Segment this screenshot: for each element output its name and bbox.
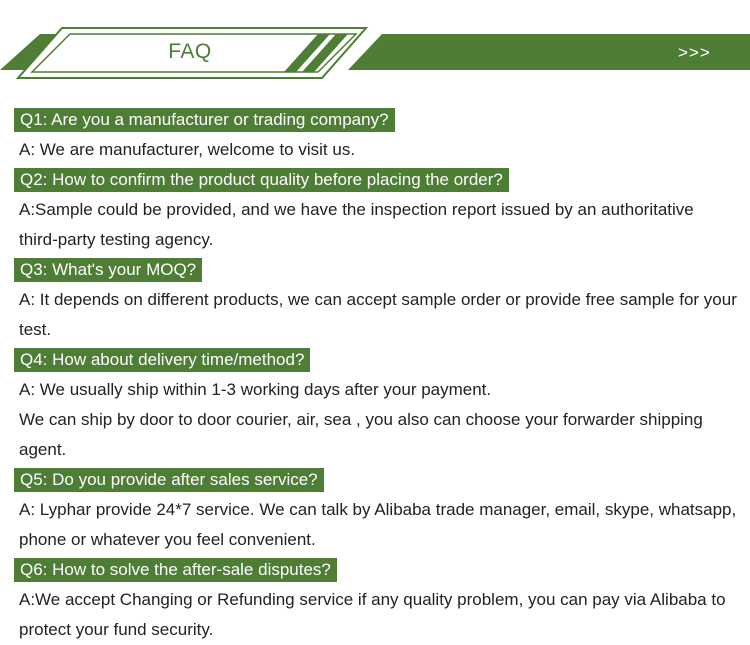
question: Q1: Are you a manufacturer or trading company? [14, 108, 395, 132]
banner-title: FAQ [168, 40, 212, 63]
question: Q5: Do you provide after sales service? [14, 468, 324, 492]
answer-line: A:Sample could be provided, and we have the inspection report issued by an authoritative [19, 200, 694, 219]
answer-line: phone or whatever you feel convenient. [19, 530, 316, 549]
answer-line: A:We accept Changing or Refunding service if any quality problem, you can pay via Alibaba to [19, 590, 726, 609]
answer-line: protect your fund security. [19, 620, 214, 639]
answer-line: third-party testing agency. [19, 230, 214, 249]
answer-line: A: It depends on different products, we can accept sample order or provide free sample for your [19, 290, 737, 309]
banner-arrows: >>> [678, 43, 711, 62]
faq-list [14, 105, 744, 645]
question: Q4: How about delivery time/method? [14, 348, 310, 372]
answer-line: We can ship by door to door courier, air, sea , you also can choose your forwarder shipping [19, 410, 703, 429]
answer-line: test. [19, 320, 52, 339]
question: Q2: How to confirm the product quality before placing the order? [14, 168, 509, 192]
faq-item-3 [14, 255, 744, 345]
faq-item-1 [14, 105, 744, 165]
answer-line: agent. [19, 440, 67, 459]
answer-line: A: Lyphar provide 24*7 service. We can talk by Alibaba trade manager, email, skype, whatsapp, [19, 500, 737, 519]
question: Q3: What's your MOQ? [14, 258, 202, 282]
faq-item-2 [14, 165, 744, 255]
answer-line: A: We usually ship within 1-3 working days after your payment. [19, 380, 492, 399]
faq-banner [0, 0, 750, 90]
faq-item-5 [14, 465, 744, 555]
faq-item-6 [14, 555, 744, 645]
faq-item-4 [14, 345, 744, 465]
banner-graphic [0, 0, 750, 90]
answer-line: A: We are manufacturer, welcome to visit us. [19, 140, 356, 159]
question: Q6: How to solve the after-sale disputes? [14, 558, 337, 582]
